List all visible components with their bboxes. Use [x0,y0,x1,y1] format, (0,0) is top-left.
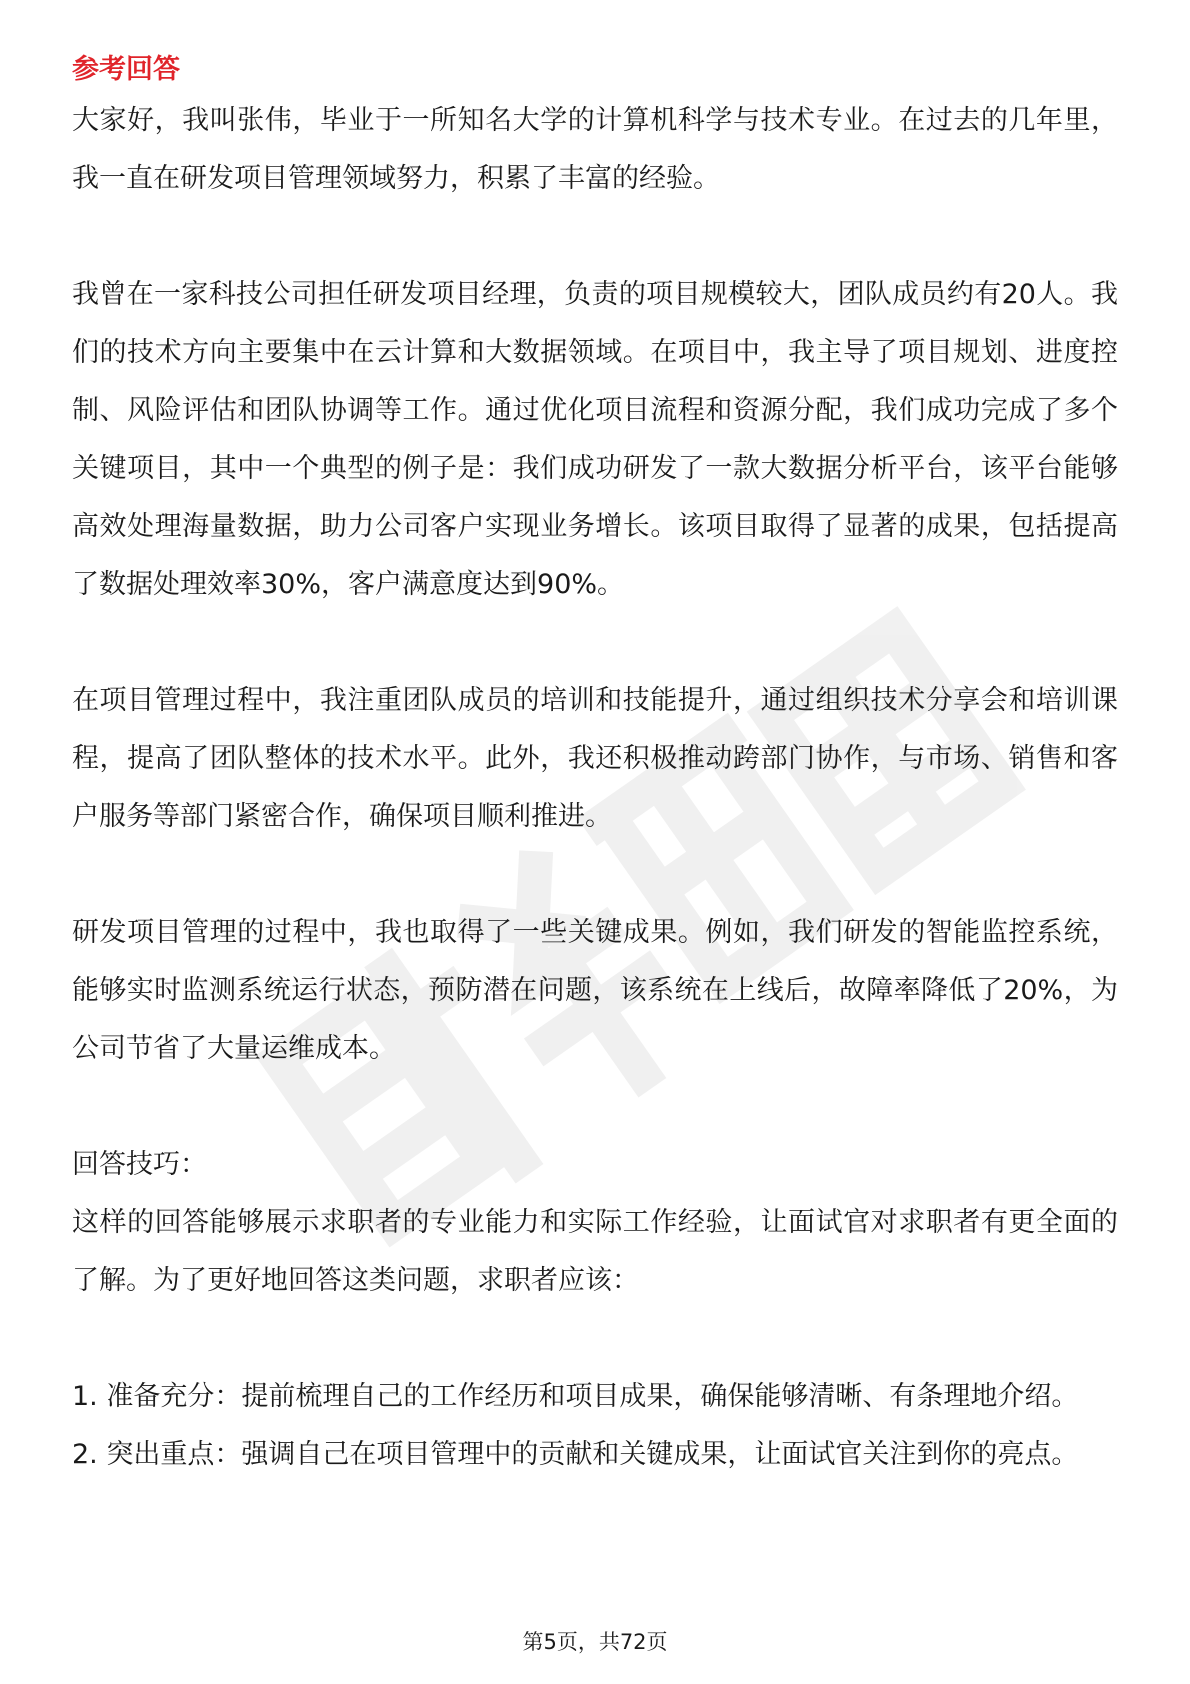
document-page [72,48,1118,1484]
page-number: 第5页，共72页 [522,1630,668,1654]
paragraph-experience: 我曾在一家科技公司担任研发项目经理，负责的项目规模较大，团队成员约有20人。我们的技术方向主要集中在云计算和大数据领域。在项目中，我主导了项目规划、进度控制、风险评估和团队协调等工作。通过优化项目流程和资源分配，我们成功完成了多个关键项目，其中一个典型的例子是：我们成功研发了一款大数据分析平台，该平台能够高效处理海量数据，助力公司客户实现业务增长。该项目取得了显著的成果，包括提高了数据处理效率30%，客户满意度达到90%。 [72,279,1118,600]
tips-title: 回答技巧： [72,1149,207,1180]
tips-list-item: 1. 准备充分：提前梳理自己的工作经历和项目成果，确保能够清晰、有条理地介绍。 [72,1381,1079,1412]
paragraph-intro: 大家好，我叫张伟，毕业于一所知名大学的计算机科学与技术专业。在过去的几年里，我一直在研发项目管理领域努力，积累了丰富的经验。 [72,105,1118,194]
paragraph-gap [72,1078,1118,1136]
tips-intro: 这样的回答能够展示求职者的专业能力和实际工作经验，让面试官对求职者有更全面的了解。为了更好地回答这类问题，求职者应该： [72,1207,1118,1296]
section-heading: 参考回答 [72,54,180,85]
tips-list-item: 2. 突出重点：强调自己在项目管理中的贡献和关键成果，让面试官关注到你的亮点。 [72,1439,1079,1470]
paragraph-gap [72,1310,1118,1368]
paragraph-achievements: 研发项目管理的过程中，我也取得了一些关键成果。例如，我们研发的智能监控系统，能够实时监测系统运行状态，预防潜在问题，该系统在上线后，故障率降低了20%，为公司节省了大量运维成本。 [72,917,1118,1064]
paragraph-gap [72,208,1118,266]
paragraph-gap [72,614,1118,672]
paragraph-management: 在项目管理过程中，我注重团队成员的培训和技能提升，通过组织技术分享会和培训课程，提高了团队整体的技术水平。此外，我还积极推动跨部门协作，与市场、销售和客户服务等部门紧密合作，确保项目顺利推进。 [72,685,1118,832]
paragraph-gap [72,846,1118,904]
